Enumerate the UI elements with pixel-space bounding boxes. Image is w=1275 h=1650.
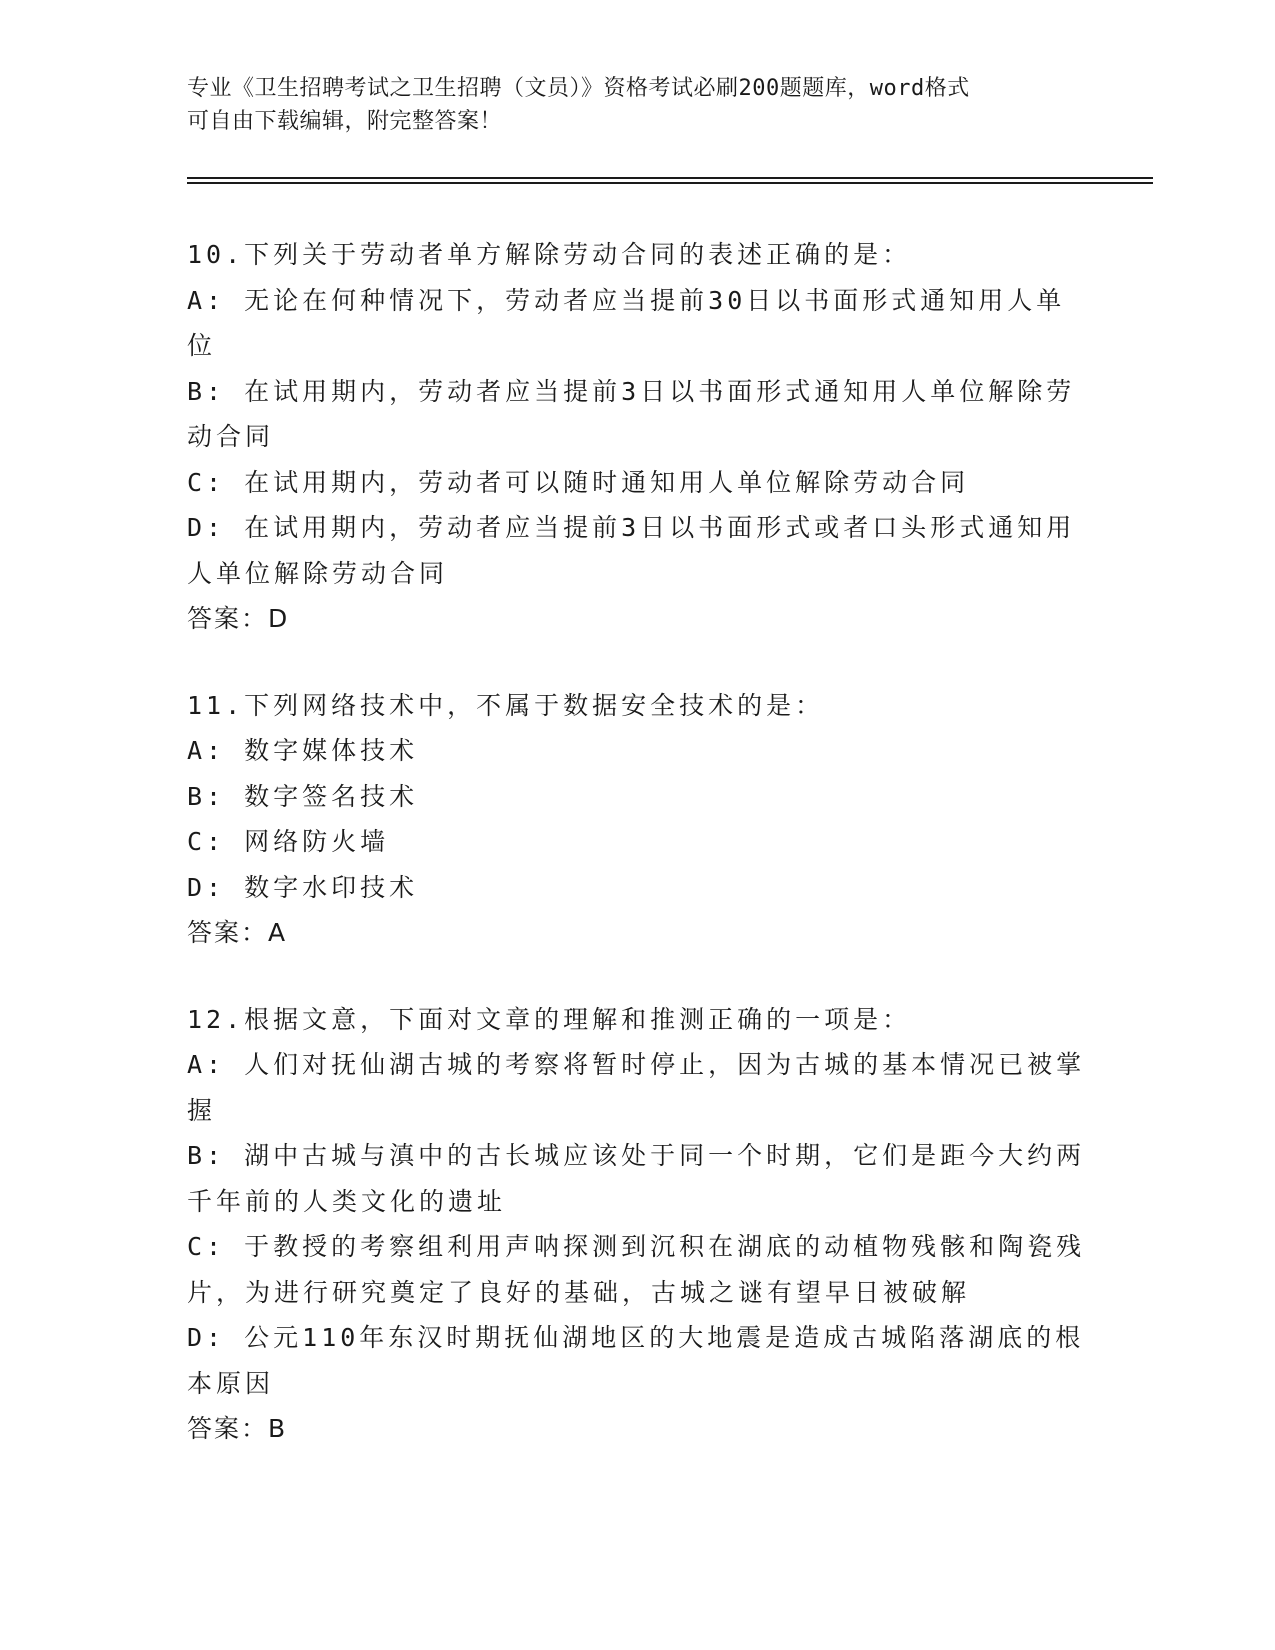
question-11 bbox=[187, 683, 1087, 956]
option-b bbox=[187, 774, 1087, 820]
option-b bbox=[187, 1133, 1087, 1224]
option-c bbox=[187, 460, 1087, 506]
header-divider-top bbox=[187, 177, 1153, 179]
option-c bbox=[187, 1224, 1087, 1315]
option-text: A: 人们对抚仙湖古城的考察将暂时停止，因为古城的基本情况已被掌 bbox=[187, 1050, 1086, 1079]
question-10 bbox=[187, 232, 1087, 642]
option-text-continued: 片，为进行研究奠定了良好的基础，古城之谜有望早日被破解 bbox=[187, 1277, 971, 1307]
option-text: B: 数字签名技术 bbox=[187, 781, 419, 811]
option-text: D: 公元110年东汉时期抚仙湖地区的大地震是造成古城陷落湖底的根 bbox=[187, 1323, 1085, 1352]
option-text: A: 无论在何种情况下，劳动者应当提前30日以书面形式通知用人单 bbox=[187, 285, 1066, 315]
answer-line: 答案：B bbox=[187, 1414, 288, 1443]
option-text: C: 在试用期内，劳动者可以随时通知用人单位解除劳动合同 bbox=[187, 467, 970, 497]
option-text-continued: 握 bbox=[187, 1095, 217, 1125]
option-c bbox=[187, 819, 1087, 865]
option-text-continued: 人单位解除劳动合同 bbox=[187, 558, 449, 588]
option-text-continued: 千年前的人类文化的遗址 bbox=[187, 1186, 507, 1216]
option-text: C: 于教授的考察组利用声呐探测到沉积在湖底的动植物残骸和陶瓷残 bbox=[187, 1232, 1086, 1261]
option-text-continued: 动合同 bbox=[187, 422, 275, 451]
option-text-continued: 位 bbox=[187, 331, 217, 360]
option-a bbox=[187, 278, 1087, 369]
option-b bbox=[187, 369, 1087, 460]
option-a bbox=[187, 1042, 1087, 1133]
question-12 bbox=[187, 997, 1087, 1452]
option-text: B: 湖中古城与滇中的古长城应该处于同一个时期，它们是距今大约两 bbox=[187, 1141, 1086, 1170]
option-d bbox=[187, 1315, 1087, 1406]
header-divider-bottom bbox=[187, 182, 1153, 184]
option-text: D: 数字水印技术 bbox=[187, 872, 419, 902]
option-text: A: 数字媒体技术 bbox=[187, 736, 419, 765]
header-line-2: 可自由下载编辑，附完整答案！ bbox=[187, 109, 503, 134]
question-stem: 11.下列网络技术中，不属于数据安全技术的是： bbox=[187, 690, 825, 720]
option-d bbox=[187, 865, 1087, 911]
option-d bbox=[187, 505, 1087, 596]
option-text: B: 在试用期内，劳动者应当提前3日以书面形式通知用人单位解除劳 bbox=[187, 376, 1076, 406]
question-stem: 12.根据文意，下面对文章的理解和推测正确的一项是： bbox=[187, 1004, 912, 1034]
option-text: C: 网络防火墙 bbox=[187, 827, 390, 856]
answer-line: 答案：D bbox=[187, 604, 290, 633]
question-list bbox=[187, 232, 1087, 1493]
option-a bbox=[187, 728, 1087, 774]
answer-line: 答案：A bbox=[187, 918, 288, 947]
question-stem: 10.下列关于劳动者单方解除劳动合同的表述正确的是： bbox=[187, 240, 912, 269]
document-header bbox=[187, 72, 1067, 138]
header-line-1: 专业《卫生招聘考试之卫生招聘（文员）》资格考试必刷200题题库，word格式 bbox=[187, 76, 970, 101]
option-text-continued: 本原因 bbox=[187, 1368, 275, 1398]
option-text: D: 在试用期内，劳动者应当提前3日以书面形式或者口头形式通知用 bbox=[187, 513, 1076, 542]
